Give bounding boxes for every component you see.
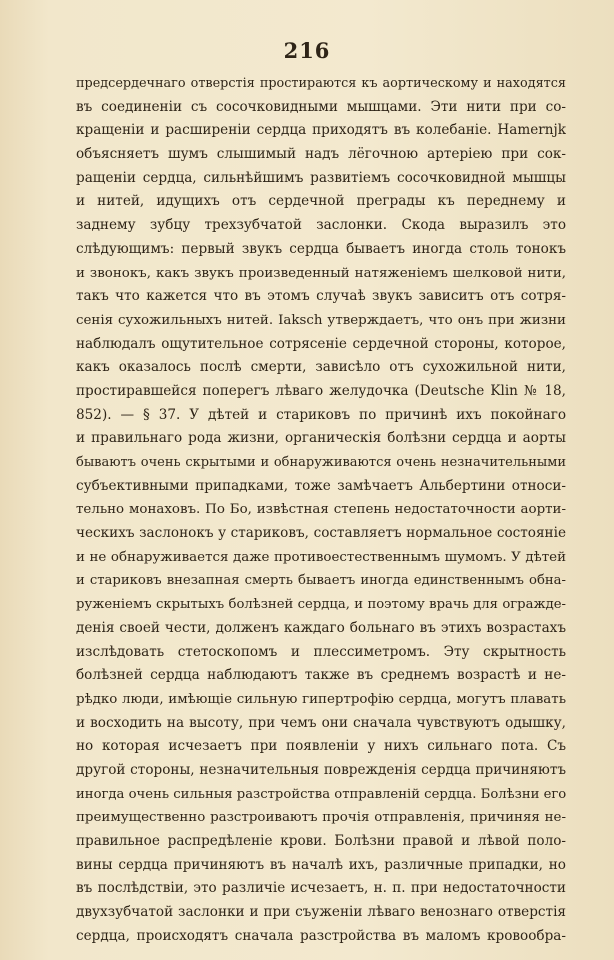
text-line: бываютъ очень скрытыми и обнаруживаются очень незначительными — [76, 455, 566, 470]
text-line: и восходить на высоту, при чемъ они сначала чувствуютъ одышку, — [76, 714, 566, 731]
text-line: простиравшейся поперегъ лѣваго желудочка (Deutsche Klin № 18, — [76, 382, 566, 399]
text-line: кращеніи и расширеніи сердца приходятъ въ колебаніе. Hamernjk — [76, 122, 566, 139]
text-line: болѣзней сердца наблюдаютъ также въ среднемъ возрастѣ и не- — [76, 667, 566, 684]
text-line: другой стороны, незначительныя поврежденія сердца причиняютъ — [76, 761, 566, 778]
text-line: сенія сухожильныхъ нитей. Iaksch утверждаетъ, что онъ при жизни — [76, 312, 566, 328]
text-line: наблюдалъ ощутительное сотрясеніе сердечной стороны, которое, — [76, 335, 566, 352]
text-line: сердца, происходятъ сначала разстройства въ маломъ кровообра- — [76, 927, 566, 944]
body-text — [76, 72, 566, 948]
text-line: тельно монаховъ. По Бо, извѣстная степень недостаточности аорти- — [76, 502, 566, 518]
text-line: ческихъ заслонокъ у стариковъ, составляетъ нормальное состояніе — [76, 525, 566, 542]
text-line: какъ оказалось послѣ смерти, зависѣло отъ сухожильной нити, — [76, 359, 566, 376]
text-line: ращеніи сердца, сильнѣйшимъ развитіемъ сосочковидной мышцы — [76, 169, 566, 186]
text-line: и нитей, идущихъ отъ сердечной преграды къ переднему и — [76, 193, 566, 210]
text-line: иногда очень сильныя разстройства отправленій сердца. Болѣзни его — [76, 786, 566, 802]
text-line: денія своей чести, долженъ каждаго больнаго въ этихъ возрастахъ — [76, 619, 566, 636]
text-line: въ соединеніи съ сосочковидными мышцами. Эти нити при со- — [76, 98, 566, 115]
text-line: субъективными припадками, тоже замѣчаетъ Альбертини относи- — [76, 477, 566, 494]
text-line: и правильнаго рода жизни, органическія болѣзни сердца и аорты — [76, 430, 566, 447]
text-line: заднему зубцу трехзубчатой заслонки. Скода выразилъ это — [76, 217, 566, 234]
text-line: предсердечнаго отверстія простираются къ аортическому и находятся — [76, 76, 566, 91]
page-number: 216 — [283, 38, 331, 63]
text-line: рѣдко люди, имѣющіе сильную гипертрофію сердца, могутъ плавать — [76, 691, 566, 707]
text-line: правильное распредѣленіе крови. Болѣзни правой и лѣвой поло- — [76, 833, 566, 849]
text-line: вины сердца причиняютъ въ началѣ ихъ, различные припадки, но — [76, 856, 566, 873]
text-line: руженіемъ скрытыхъ болѣзней сердца, и поэтому врачь для огражде- — [76, 597, 566, 613]
text-line: и не обнаруживается даже противоестественнымъ шумомъ. У дѣтей — [76, 549, 566, 565]
text-line: въ послѣдствіи, это различіе исчезаетъ, н. п. при недостаточности — [76, 880, 566, 897]
text-line: слѣдующимъ: первый звукъ сердца бываетъ иногда столь тонокъ — [76, 240, 566, 257]
text-line: двухзубчатой заслонки и при съуженіи лѣваго венознаго отверстія — [76, 904, 566, 921]
text-line: такъ что кажется что въ этомъ случаѣ звукъ зависитъ отъ сотря- — [76, 288, 566, 305]
text-line: и стариковъ внезапная смерть бываетъ иногда единственнымъ обна- — [76, 573, 566, 589]
text-line: и звонокъ, какъ звукъ произведенный натяженіемъ шелковой нити, — [76, 265, 566, 281]
text-line: преимущественно разстроиваютъ прочія отправленія, причиняя не- — [76, 810, 566, 826]
text-line: 852). — § 37. У дѣтей и стариковъ по причинѣ ихъ покойнаго — [76, 406, 566, 423]
text-line: изслѣдовать стетоскопомъ и плессиметромъ. Эту скрытность — [76, 643, 566, 660]
text-line: но которая исчезаетъ при появленіи у нихъ сильнаго пота. Съ — [76, 738, 566, 755]
text-line: объясняетъ шумъ слышимый надъ лёгочною артеріею при сок- — [76, 146, 566, 163]
